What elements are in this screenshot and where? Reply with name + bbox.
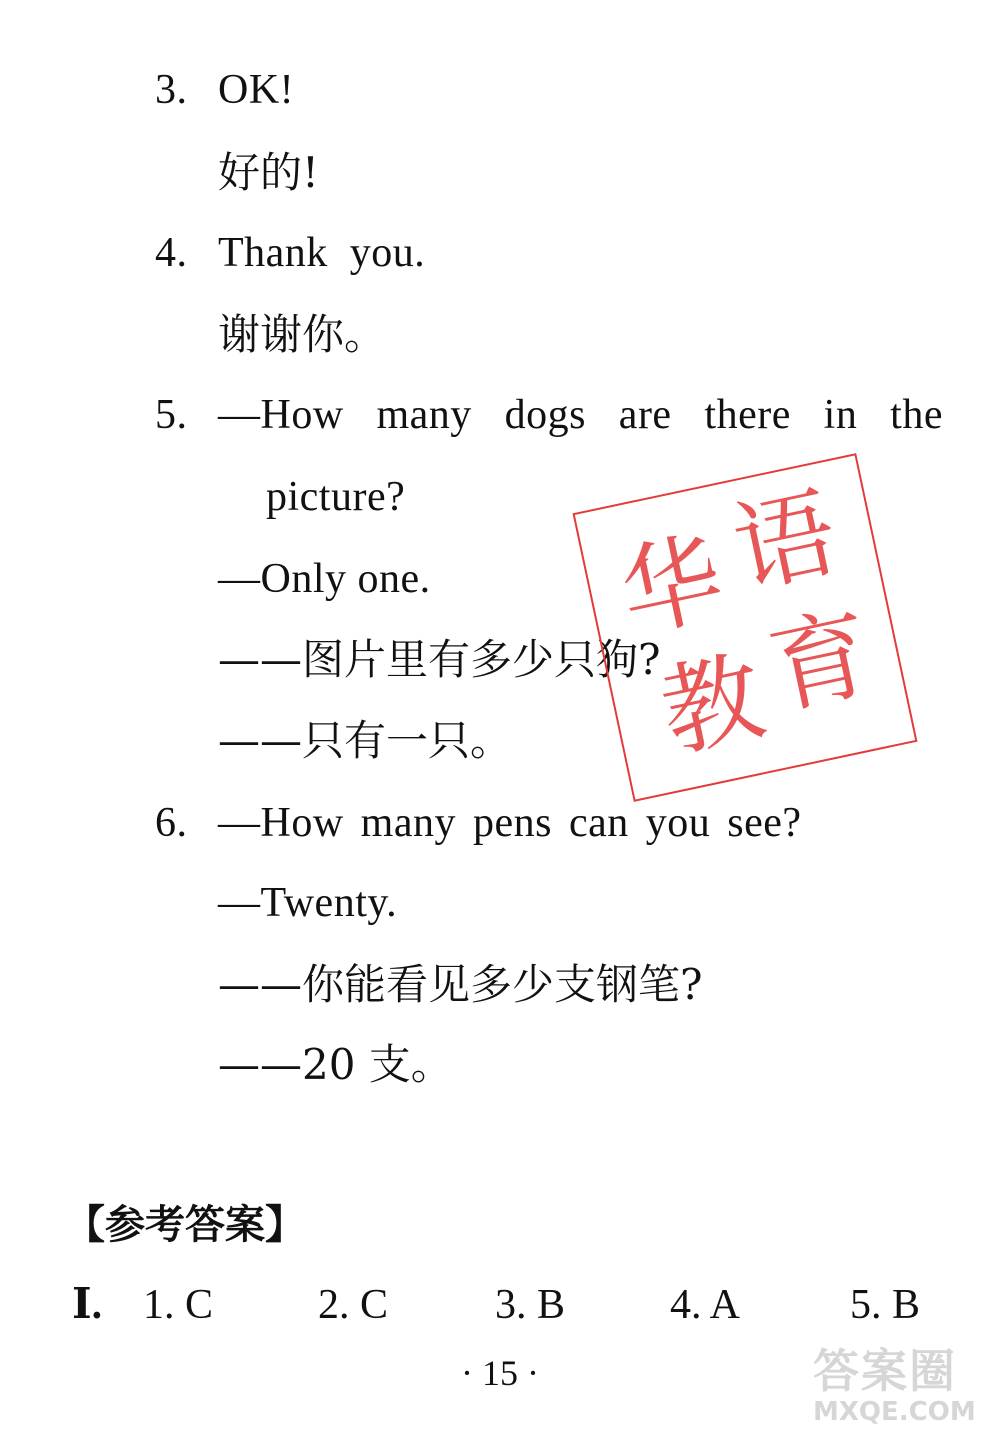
answer-3: 3. B	[495, 1282, 566, 1328]
page-number: · 15 ·	[461, 1353, 539, 1393]
item-5-answer: —Only one.	[218, 556, 431, 602]
answer-5: 5. B	[850, 1282, 921, 1328]
item-6-answer: —Twenty.	[218, 880, 398, 926]
answers-header: 【参考答案】	[65, 1202, 305, 1248]
item-4-english: Thank you.	[218, 230, 426, 276]
item-6-chinese-answer: ——20 支。	[218, 1040, 453, 1089]
answer-4: 4. A	[670, 1282, 741, 1328]
stamp-char-3: 教	[651, 637, 774, 773]
item-6-question: —How many pens can you see?	[218, 800, 802, 846]
item-6-number: 6.	[155, 800, 188, 846]
answers-section-label: Ⅰ.	[72, 1282, 103, 1328]
item-5-chinese-question: ——图片里有多少只狗?	[218, 635, 661, 684]
item-3-number: 3.	[155, 67, 188, 113]
item-5-question-line2: picture?	[266, 474, 406, 520]
answer-2: 2. C	[318, 1282, 389, 1328]
item-3-english: OK!	[218, 67, 295, 113]
answer-1: 1. C	[143, 1282, 214, 1328]
item-4-chinese: 谢谢你。	[218, 310, 387, 359]
stamp-char-2: 语	[723, 473, 847, 609]
stamp-char-4: 育	[759, 593, 882, 730]
watermark-line2: MXQE.COM	[813, 1397, 976, 1427]
item-6-chinese-question: ——你能看见多少支钢笔?	[218, 960, 703, 1009]
item-3-chinese: 好的!	[218, 148, 319, 197]
watermark-line1: 答案圈	[813, 1344, 957, 1398]
item-5-chinese-answer: ——只有一只。	[218, 716, 513, 765]
stamp-seal	[573, 453, 918, 802]
item-4-number: 4.	[155, 230, 188, 276]
item-5-number: 5.	[155, 392, 188, 438]
stamp-char-1: 华	[610, 518, 733, 654]
item-5-question-line1: —How many dogs are there in the	[218, 392, 943, 438]
site-watermark	[813, 1345, 988, 1430]
